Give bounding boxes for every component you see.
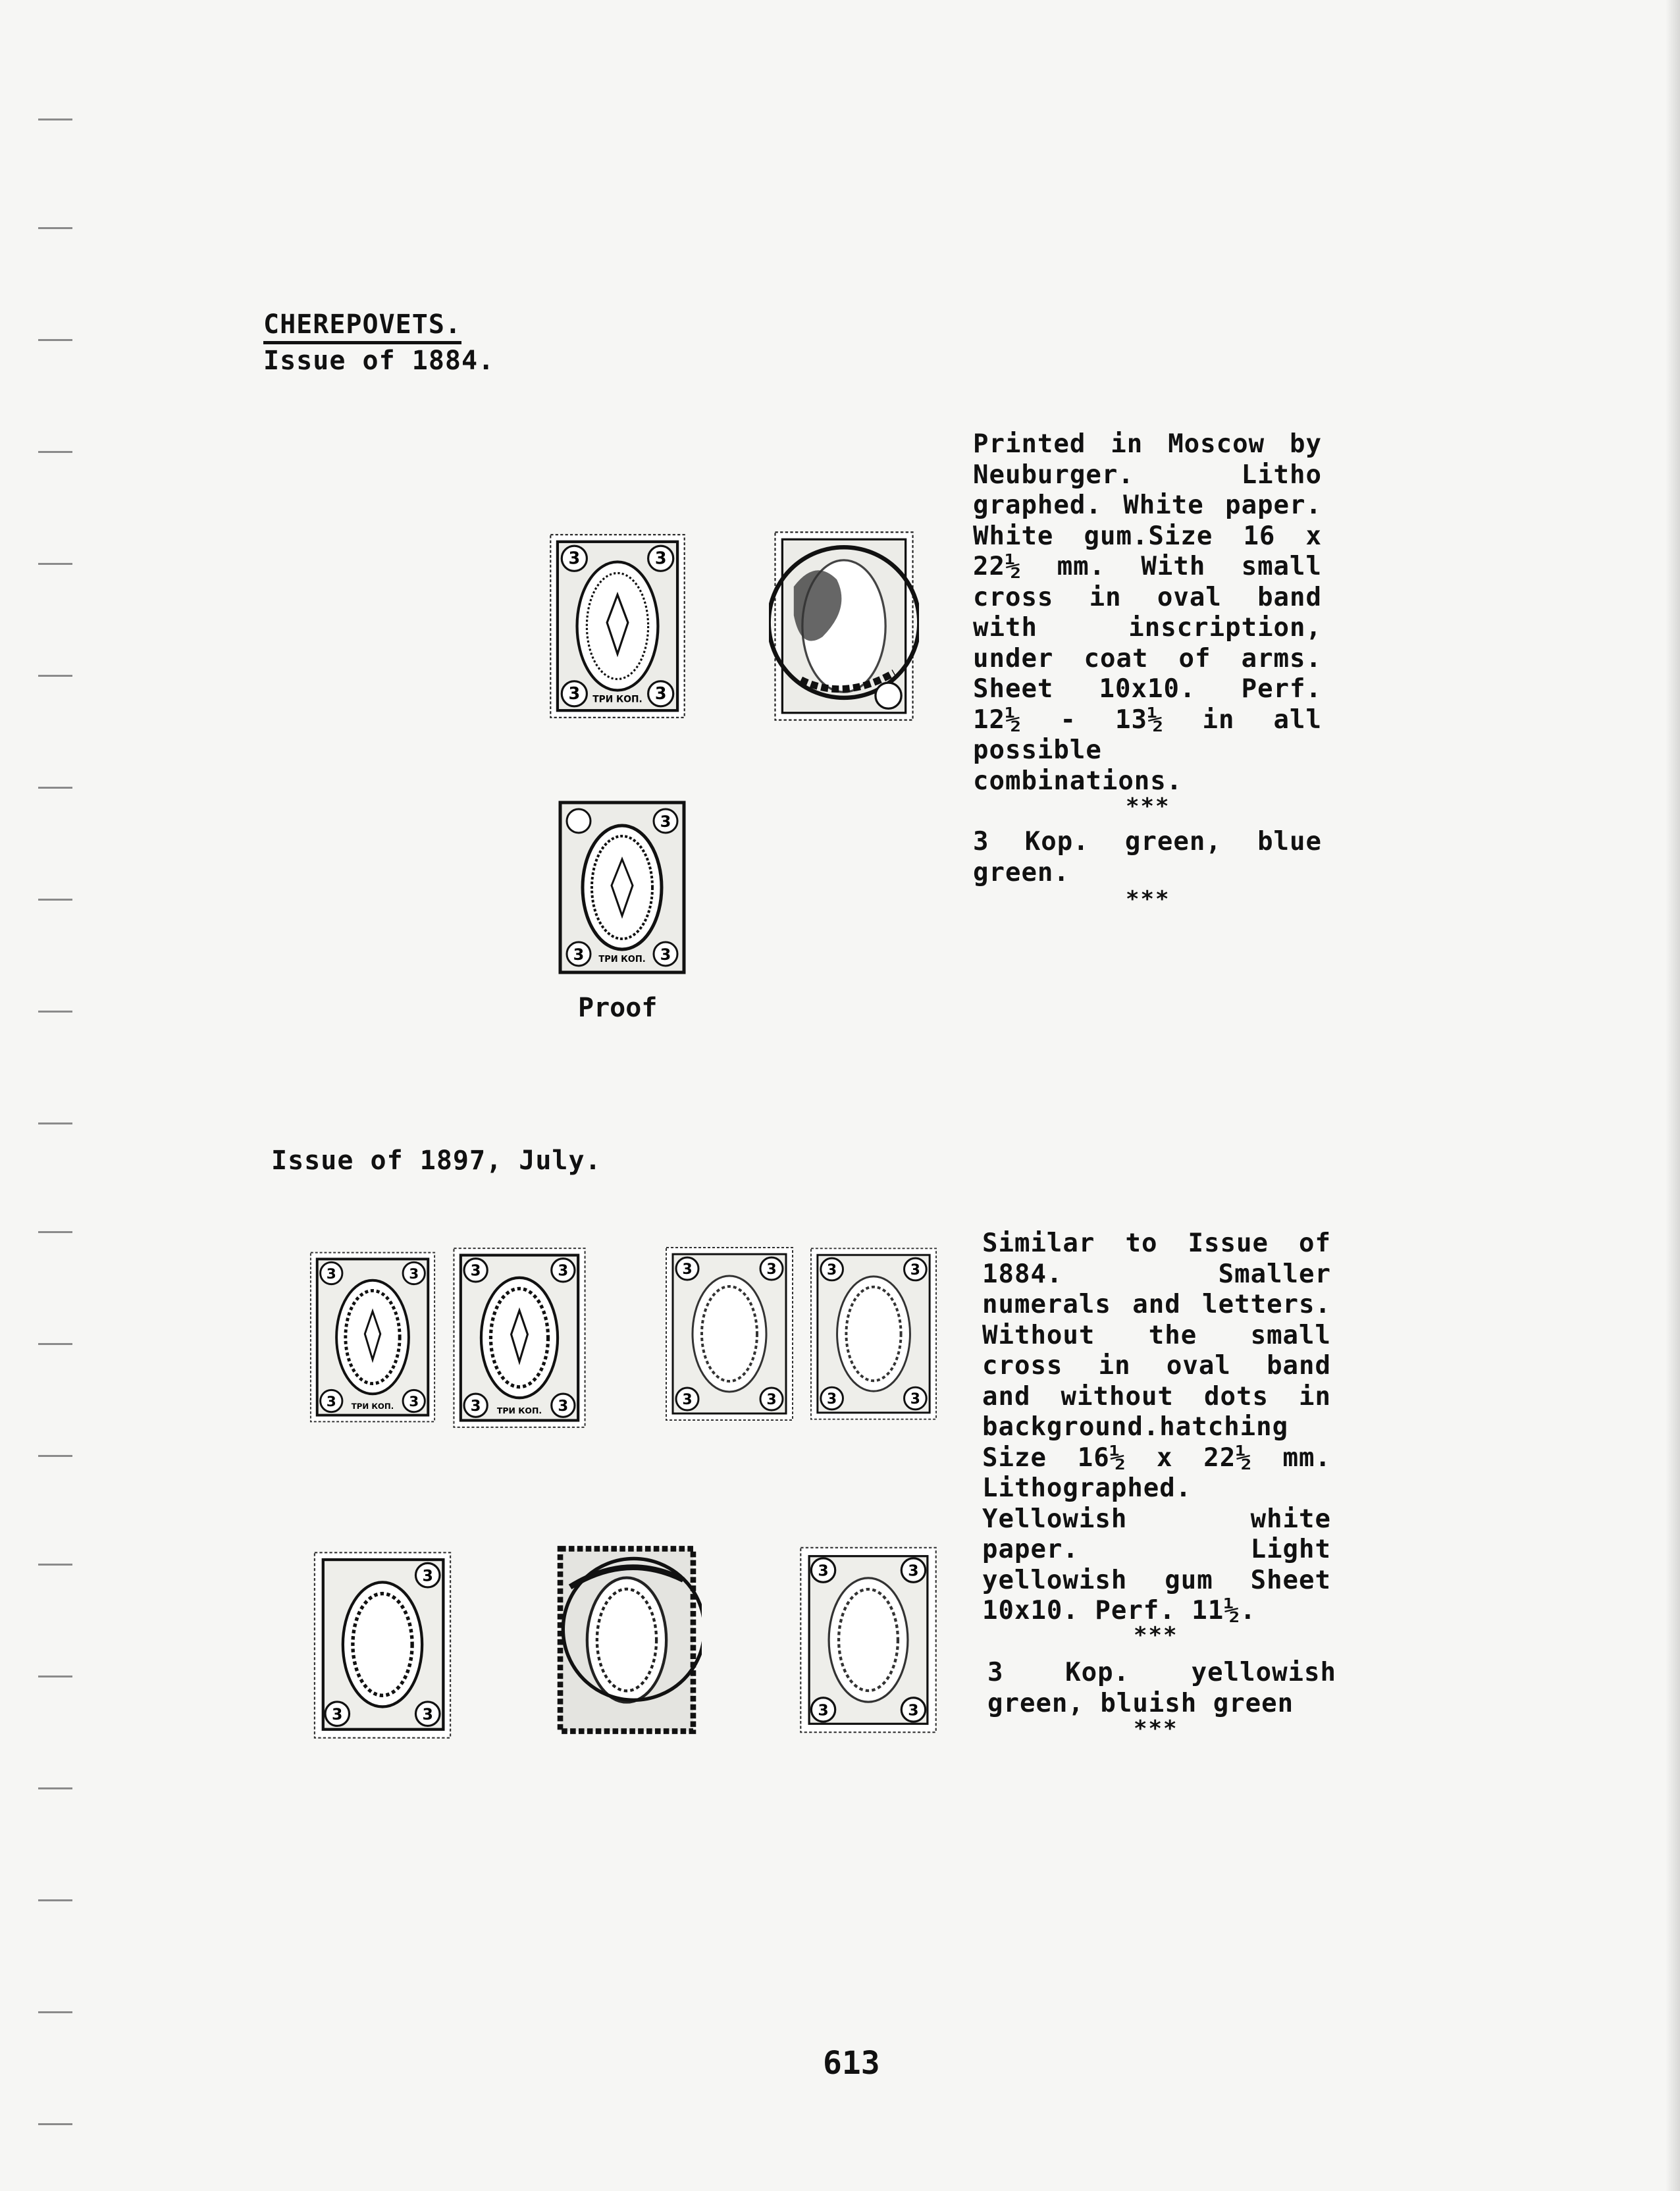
stamp-1884-cancelled — [769, 529, 919, 723]
page-edge — [1666, 0, 1680, 2191]
stamp-numeral: 3 — [326, 1393, 336, 1410]
issue-1884-description-text: Printed in Moscow by Neuburger. Litho graphed. White paper. White gum.Size 16 x 22½ mm. With small cross in oval band with inscription, under coat of arms. Sheet 10x10. Perf. 12½ - 13½ in all possible combinations. — [973, 429, 1322, 796]
issue-1897-values-text: 3 Kop. yellowish green, bluish green — [987, 1658, 1336, 1718]
issue-1897-title: Issue of 1897, July. — [271, 1146, 602, 1176]
stamp-1884-mint — [548, 532, 687, 720]
binder-mark — [38, 563, 72, 565]
proof-caption: Proof — [578, 993, 658, 1023]
binder-mark — [38, 1564, 72, 1566]
stamp-1897-cancelled-image — [552, 1544, 702, 1735]
stamp-1897-image — [664, 1242, 795, 1426]
stamp-1897-image — [308, 1248, 437, 1426]
stamp-numeral: 3 — [654, 683, 667, 704]
binder-mark — [38, 2123, 72, 2125]
stamp-1897 — [798, 1544, 939, 1735]
stamp-value-text: ТРИ КОП. — [496, 1406, 542, 1416]
binder-mark — [38, 1455, 72, 1457]
stamp-numeral: 3 — [326, 1265, 336, 1282]
separator: *** — [1134, 1716, 1178, 1742]
stamp-1897-cancelled — [552, 1544, 702, 1735]
section-title: CHEREPOVETS. — [263, 309, 461, 344]
stamp-1884-cancelled-image — [769, 529, 919, 723]
stamp-numeral: 3 — [908, 1701, 919, 1720]
stamp-1897-image — [449, 1246, 590, 1430]
stamp-numeral: 3 — [470, 1397, 481, 1415]
stamp-numeral: 3 — [558, 1262, 569, 1280]
stamp-numeral: 3 — [818, 1701, 829, 1720]
stamp-value-text: ТРИ КОП. — [351, 1401, 394, 1411]
stamp-numeral: 3 — [409, 1265, 419, 1282]
issue-1884-values — [973, 827, 1322, 888]
issue-1884-description — [973, 429, 1322, 797]
issue-1897-description — [982, 1228, 1331, 1627]
stamp-numeral: 3 — [470, 1262, 481, 1280]
stamp-numeral: 3 — [827, 1261, 837, 1279]
binder-mark — [38, 1676, 72, 1677]
stamp-numeral: 3 — [660, 812, 671, 831]
page-number: 613 — [823, 2045, 880, 2082]
separator: *** — [1126, 886, 1170, 912]
stamp-1897-image — [808, 1242, 939, 1426]
binder-mark — [38, 339, 72, 341]
stamp-value-text: ТРИ КОП. — [598, 955, 646, 964]
stamp-1884-proof — [556, 798, 688, 977]
stamp-numeral: 3 — [422, 1566, 433, 1585]
binder-mark — [38, 1011, 72, 1013]
binder-mark — [38, 899, 72, 901]
stamp-1897 — [308, 1248, 437, 1426]
stamp-1897 — [664, 1242, 795, 1426]
stamp-numeral: 3 — [409, 1393, 419, 1410]
stamp-numeral: 3 — [573, 945, 585, 964]
binder-mark — [38, 1122, 72, 1124]
stamp-numeral: 3 — [660, 945, 671, 964]
stamp-numeral: 3 — [568, 548, 581, 568]
stamp-numeral: 3 — [558, 1397, 569, 1415]
stamp-numeral: 3 — [422, 1704, 433, 1724]
binder-mark — [38, 1343, 72, 1345]
separator: *** — [1126, 793, 1170, 820]
binder-mark — [38, 675, 72, 677]
binder-mark — [38, 1899, 72, 1901]
stamp-numeral: 3 — [766, 1392, 777, 1408]
stamp-1897 — [808, 1242, 939, 1426]
stamp-numeral: 3 — [568, 683, 581, 704]
binder-mark — [38, 787, 72, 789]
issue-1884-values-text: 3 Kop. green, blue green. — [973, 827, 1322, 887]
stamp-numeral: 3 — [818, 1561, 829, 1580]
stamp-1897-image — [798, 1544, 939, 1735]
stamp-1897-image — [308, 1550, 457, 1741]
binder-mark — [38, 227, 72, 229]
binder-mark — [38, 1787, 72, 1789]
stamp-1884-proof-image — [556, 798, 688, 977]
stamp-numeral: 3 — [682, 1392, 693, 1408]
stamp-numeral: 3 — [654, 548, 667, 568]
binder-mark — [38, 2011, 72, 2013]
binder-mark — [38, 451, 72, 453]
binder-mark — [38, 1231, 72, 1233]
stamp-1897 — [308, 1550, 457, 1741]
stamp-value-text: ТРИ КОП. — [592, 694, 643, 705]
stamp-numeral: 3 — [766, 1261, 777, 1278]
stamp-numeral: 3 — [910, 1390, 920, 1408]
separator: *** — [1134, 1622, 1178, 1649]
issue-1897-description-text: Similar to Issue of 1884. Smaller numerals and letters. Without the small cross in oval band and without dots in background.hatching Size 16½ x 22½ mm. Lithographed. Yellowish white paper. Light yellowish gum Sheet 10x10. Perf. 11½. — [982, 1228, 1331, 1625]
stamp-numeral: 3 — [908, 1561, 919, 1580]
binder-mark — [38, 119, 72, 120]
stamp-1884-mint-image — [548, 532, 687, 720]
stamp-numeral: 3 — [332, 1704, 343, 1724]
stamp-numeral: 3 — [682, 1261, 693, 1278]
stamp-numeral: 3 — [910, 1261, 920, 1279]
stamp-numeral: 3 — [827, 1390, 837, 1408]
stamp-1897 — [449, 1246, 590, 1430]
issue-1897-values — [987, 1658, 1336, 1719]
issue-1884-title: Issue of 1884. — [263, 346, 495, 376]
